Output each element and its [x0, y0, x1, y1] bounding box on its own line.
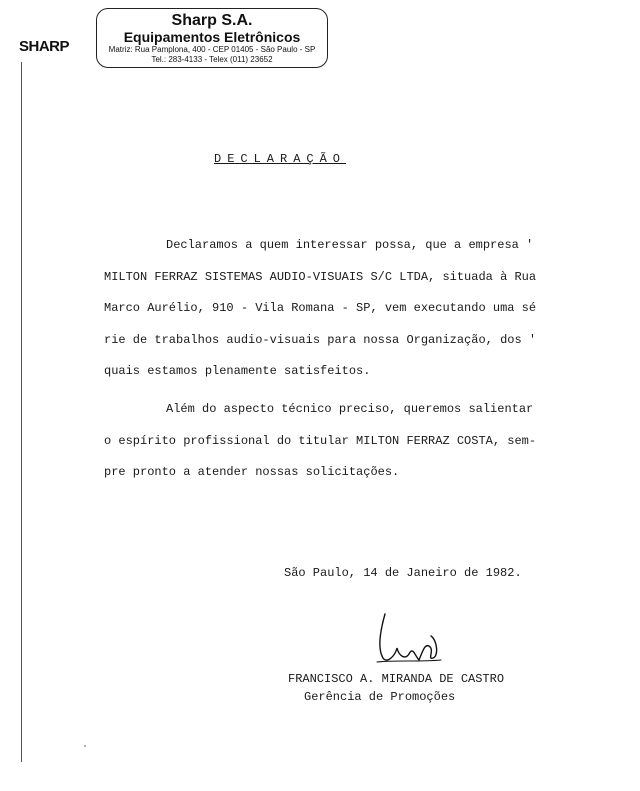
document-title: DECLARAÇÃO: [214, 152, 347, 166]
date-line: São Paulo, 14 de Janeiro de 1982.: [284, 566, 522, 580]
paragraph-line: Marco Aurélio, 910 - Vila Romana - SP, vem executando uma sé: [104, 301, 537, 315]
sharp-logo: SHARP: [19, 38, 70, 55]
company-name: Sharp S.A.: [171, 12, 253, 29]
paragraph-line: quais estamos plenamente satisfeitos.: [104, 364, 371, 378]
company-division: Equipamentos Eletrônicos: [123, 29, 301, 45]
company-phone: Tel.: 283-4133 - Telex (011) 23652: [151, 55, 273, 64]
paragraph-line: pre pronto a atender nossas solicitações.: [104, 465, 400, 479]
speck: [84, 745, 86, 747]
letterhead: [96, 8, 328, 68]
paragraph-line: Declaramos a quem interessar possa, que a empresa ': [166, 238, 534, 252]
signer-title: Gerência de Promoções: [304, 690, 456, 704]
paragraph-line: MILTON FERRAZ SISTEMAS AUDIO-VISUAIS S/C LTDA, situada à Rua: [104, 269, 537, 284]
paragraph-line: o espírito profissional do titular MILTON FERRAZ COSTA, sem-: [104, 433, 537, 448]
paragraph-1: [104, 230, 537, 388]
paragraph-line: Além do aspecto técnico preciso, queremos salientar: [166, 402, 534, 416]
signer-name: FRANCISCO A. MIRANDA DE CASTRO: [288, 672, 505, 686]
paragraph-2: [104, 394, 537, 489]
paragraph-line: rie de trabalhos audio-visuais para nossa Organização, dos ': [104, 332, 537, 347]
company-address: Matriz: Rua Pamplona, 400 - CEP 01405 - São Paulo - SP: [108, 45, 316, 54]
margin-line: [21, 62, 22, 762]
signature: [375, 610, 445, 666]
